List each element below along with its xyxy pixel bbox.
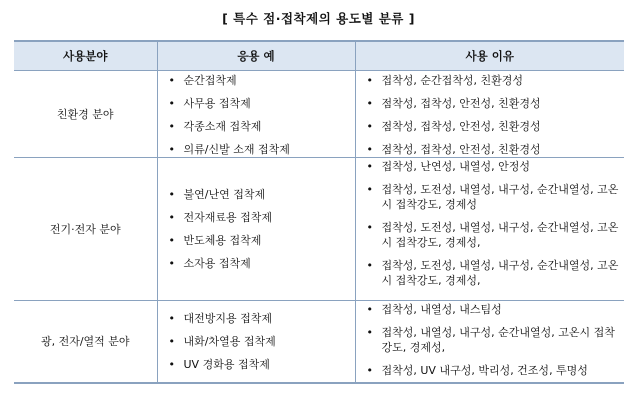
reasons-cell (355, 301, 624, 383)
reason-item: • 점착성, 접착성, 안전성, 친환경성 (356, 119, 625, 134)
column-header-examples: 응용 예 (157, 41, 355, 71)
example-item: • UV 경화용 접착제 (158, 357, 355, 372)
category-label: 친환경 분야 (56, 108, 114, 121)
examples-cell (157, 301, 355, 383)
reason-item: • 접착성, 내열성, 내스팀성 (356, 302, 625, 317)
column-header-field: 사용분야 (14, 41, 157, 71)
example-item: • 순간접착제 (158, 73, 355, 88)
table-row (14, 158, 624, 301)
category-label: 전기·전자 분야 (49, 223, 121, 236)
category-cell (14, 158, 157, 301)
table-row (14, 71, 624, 158)
category-label: 광, 전자/열적 분야 (40, 335, 130, 349)
example-item: • 각종소재 접착제 (158, 119, 355, 134)
reasons-cell (355, 71, 624, 158)
example-item: • 소자용 접착제 (158, 256, 355, 271)
column-header-reasons: 사용 이유 (355, 41, 624, 71)
table-row (14, 301, 624, 383)
reason-item: • 접착성, 내열성, 내구성, 순간내열성, 고온시 접착강도, 경제성, (356, 325, 625, 355)
category-cell (14, 301, 157, 383)
reasons-cell (355, 158, 624, 301)
page-title: [ 특수 점·접착제의 용도별 분류 ] (222, 11, 415, 26)
reason-item: • 접착성, 순간접착성, 친환경성 (356, 73, 625, 88)
examples-cell (157, 71, 355, 158)
reason-item: • 접착성, UV 내구성, 박리성, 건조성, 투명성 (356, 363, 625, 378)
example-item: • 의류/신발 소재 접착제 (158, 142, 355, 157)
reason-item: • 점착성, 접착성, 안전성, 친환경성 (356, 142, 625, 157)
example-item: • 전자재료용 접착제 (158, 210, 355, 225)
examples-cell (157, 158, 355, 301)
example-item: • 반도체용 접착제 (158, 233, 355, 248)
reason-item: • 접착성, 도전성, 내열성, 내구성, 순간내열성, 고온 시 접착강도, 경제성, (356, 258, 625, 288)
example-item: • 내화/차열용 접착제 (158, 334, 355, 349)
table-header-row (14, 41, 624, 71)
reason-item: • 접착성, 도전성, 내열성, 내구성, 순간내열성, 고온 시 접착강도, 경제성, (356, 220, 625, 250)
example-item: • 대전방지용 접착제 (158, 311, 355, 326)
reason-item: • 점착성, 접착성, 안전성, 친환경성 (356, 96, 625, 111)
reason-item: • 접착성, 도전성, 내열성, 내구성, 순간내열성, 고온 시 접착강도, 경제성 (356, 182, 625, 212)
example-item: • 사무용 접착제 (158, 96, 355, 111)
reason-item: • 접착성, 난연성, 내열성, 안정성 (356, 159, 625, 174)
classification-table (14, 40, 624, 384)
example-item: • 불연/난연 접착제 (158, 187, 355, 202)
category-cell (14, 71, 157, 158)
